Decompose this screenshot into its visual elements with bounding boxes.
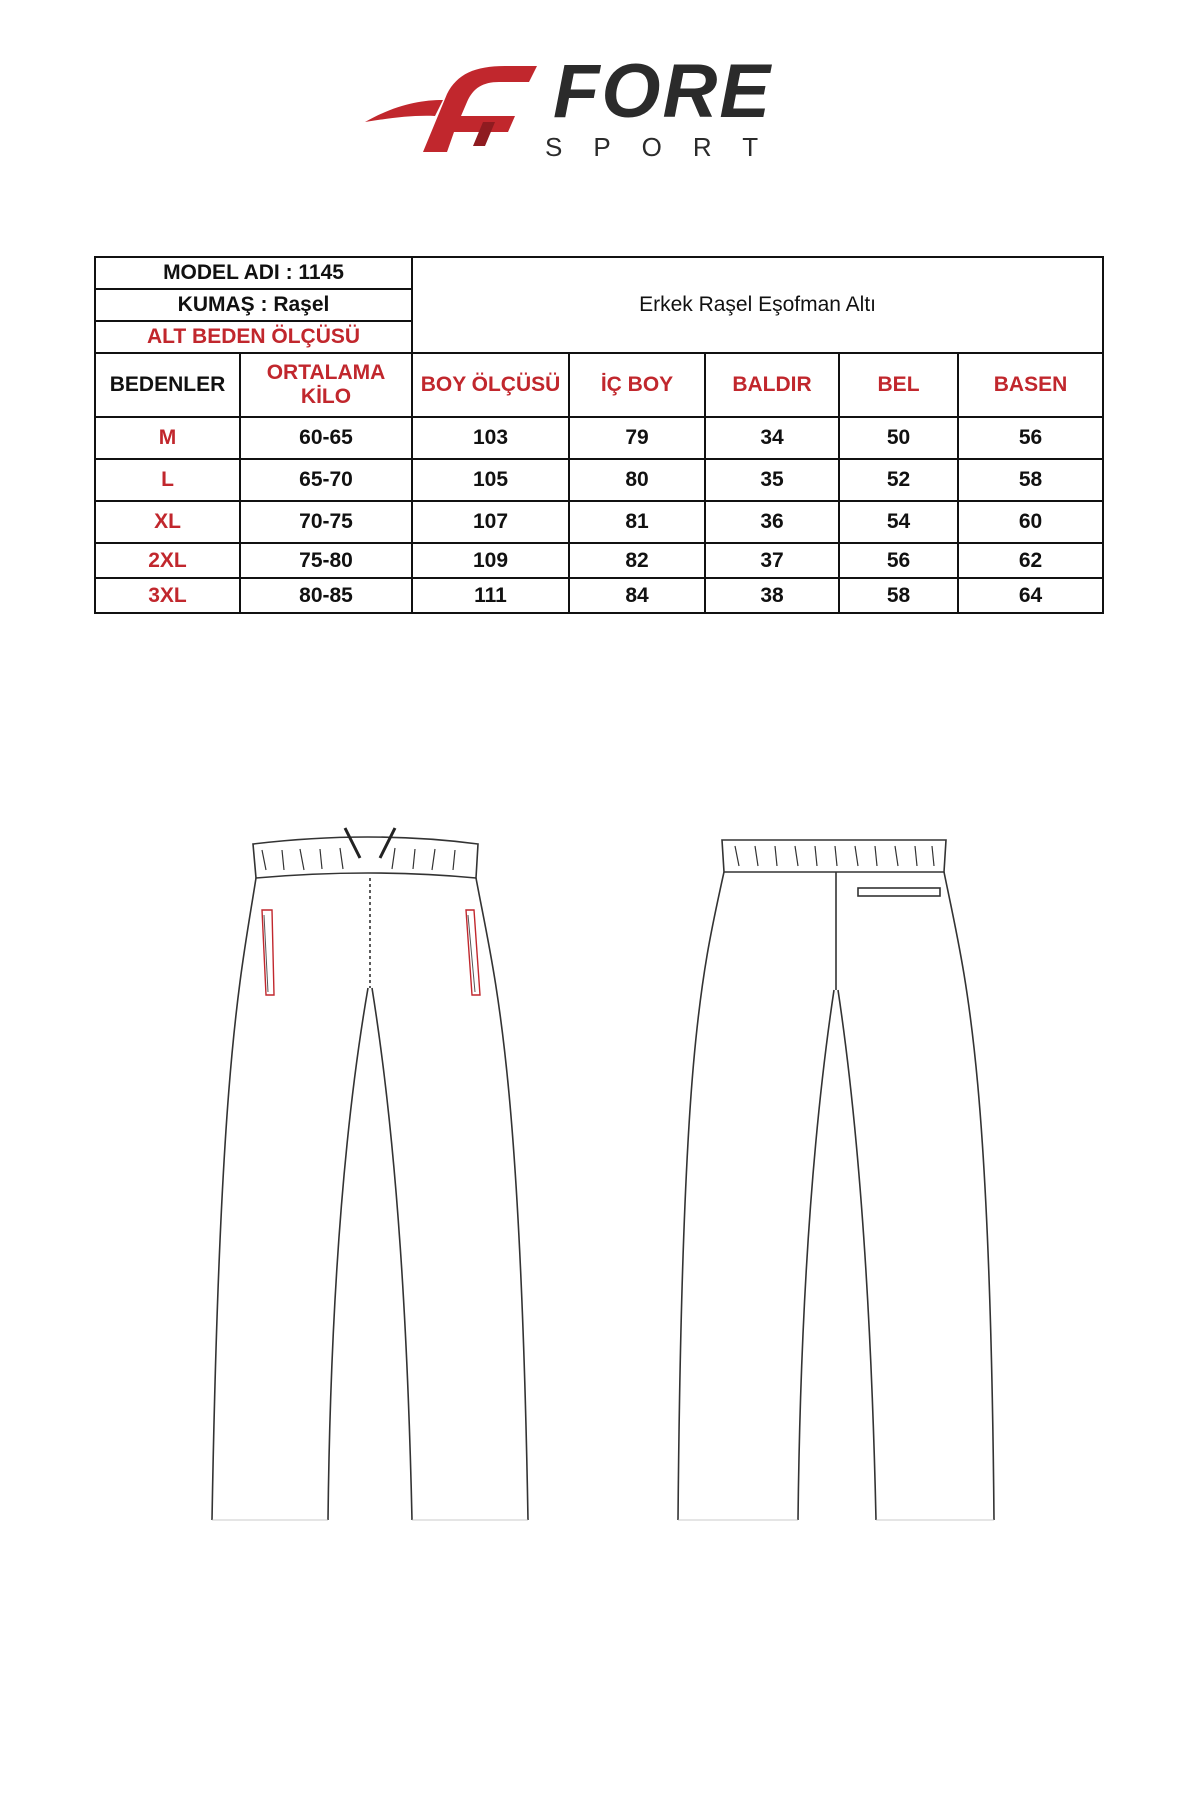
table-cell: 62: [958, 543, 1103, 578]
table-cell: 81: [569, 501, 705, 543]
fabric-label: KUMAŞ : Raşel: [95, 289, 412, 321]
info-row-model: [95, 257, 1103, 289]
table-cell: 75-80: [240, 543, 412, 578]
table-cell: 56: [839, 543, 958, 578]
brand-name: FORE: [553, 49, 773, 134]
table-cell: 70-75: [240, 501, 412, 543]
table-cell: 84: [569, 578, 705, 613]
table-cell: 34: [705, 417, 839, 459]
column-header: BEDENLER: [95, 353, 240, 417]
column-header: BOY ÖLÇÜSÜ: [412, 353, 569, 417]
table-row: [95, 578, 1103, 613]
table-cell: 35: [705, 459, 839, 501]
table-cell: 50: [839, 417, 958, 459]
brand-subtitle: SPORT: [545, 132, 790, 162]
model-label: MODEL ADI : 1145: [95, 257, 412, 289]
table-cell: 52: [839, 459, 958, 501]
table-cell: 79: [569, 417, 705, 459]
column-header: BEL: [839, 353, 958, 417]
table-cell: 64: [958, 578, 1103, 613]
size-cell: XL: [95, 501, 240, 543]
table-cell: 103: [412, 417, 569, 459]
table-cell: 65-70: [240, 459, 412, 501]
size-chart-table: [94, 256, 1104, 614]
brand-logo: [365, 49, 805, 170]
size-cell: M: [95, 417, 240, 459]
table-cell: 82: [569, 543, 705, 578]
size-cell: 2XL: [95, 543, 240, 578]
table-cell: 56: [958, 417, 1103, 459]
column-header: BALDIR: [705, 353, 839, 417]
product-title-cell: [412, 257, 1103, 353]
table-row: [95, 543, 1103, 578]
table-cell: 37: [705, 543, 839, 578]
table-cell: 58: [839, 578, 958, 613]
header-row: [95, 353, 1103, 417]
table-cell: 36: [705, 501, 839, 543]
table-cell: 54: [839, 501, 958, 543]
table-cell: 105: [412, 459, 569, 501]
product-title: Erkek Raşel Eşofman Altı: [639, 293, 876, 316]
column-header: BASEN: [958, 353, 1103, 417]
column-header: ORTALAMA KİLO: [240, 353, 412, 417]
table-row: [95, 459, 1103, 501]
fore-wing-icon: [365, 60, 555, 160]
section-label: ALT BEDEN ÖLÇÜSÜ: [95, 321, 412, 353]
size-cell: L: [95, 459, 240, 501]
column-header: İÇ BOY: [569, 353, 705, 417]
table-cell: 80-85: [240, 578, 412, 613]
table-cell: 38: [705, 578, 839, 613]
table-cell: 107: [412, 501, 569, 543]
table-cell: 80: [569, 459, 705, 501]
table-cell: 58: [958, 459, 1103, 501]
table-cell: 111: [412, 578, 569, 613]
table-cell: 60-65: [240, 417, 412, 459]
pants-back-icon: [678, 840, 994, 1520]
table-row: [95, 501, 1103, 543]
pants-front-icon: [212, 828, 528, 1520]
technical-drawings: [0, 820, 1200, 1540]
size-cell: 3XL: [95, 578, 240, 613]
table-cell: 60: [958, 501, 1103, 543]
table-row: [95, 417, 1103, 459]
table-cell: 109: [412, 543, 569, 578]
